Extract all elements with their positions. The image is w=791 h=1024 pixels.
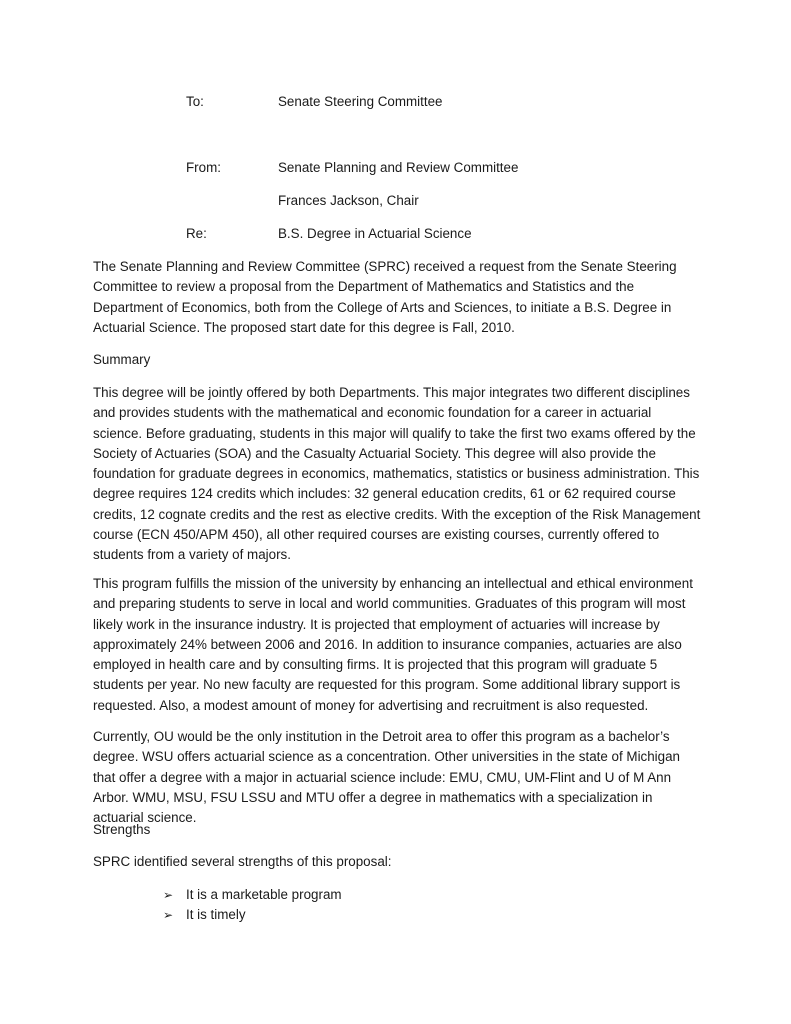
arrow-bullet-icon: ➢ <box>163 888 174 902</box>
intro-paragraph: The Senate Planning and Review Committee (SPRC) received a request from the Senate Steering Committee to review a proposal from the Department of Mathematics and Statistics and the Department of Economics, both from the College of Arts and Sciences, to initiate a B.S. Degree in Actuarial Science. The proposed start date for this degree is Fall, 2010. <box>93 259 677 335</box>
summary-paragraph-3: Currently, OU would be the only institution in the Detroit area to offer this program as a bachelor’s degree. WSU offers actuarial science as a concentration. Other universities in the state of Michigan that offer a degree with a major in actuarial science include: EMU, CMU, UM-Flint and U of M Ann Arbor. WMU, MSU, FSU LSSU and MTU offer a degree in mathematics with a specialization in actuarial science. <box>93 729 681 825</box>
strengths-intro: SPRC identified several strengths of this proposal: <box>93 854 392 869</box>
to-value: Senate Steering Committee <box>278 94 443 109</box>
bullet-text: It is a marketable program <box>186 887 342 902</box>
summary-heading: Summary <box>93 352 151 367</box>
from-chair: Frances Jackson, Chair <box>278 193 419 208</box>
strengths-heading: Strengths <box>93 822 151 837</box>
to-label: To: <box>186 94 204 109</box>
strengths-list <box>160 885 342 925</box>
summary-paragraph-2: This program fulfills the mission of the university by enhancing an intellectual and ethical environment and preparing students to serve in local and world communities. Graduates of this program will most likely work in the insurance industry. It is projected that employment of actuaries will increase by approximately 24% between 2006 and 2016. In addition to insurance companies, actuaries are also employed in health care and by consulting firms. It is projected that this program will graduate 5 students per year. No new faculty are requested for this program. Some additional library support is requested. Also, a modest amount of money for advertising and recruitment is also requested. <box>93 576 693 713</box>
arrow-bullet-icon: ➢ <box>163 908 174 922</box>
list-item <box>160 905 342 925</box>
bullet-text: It is timely <box>186 907 246 922</box>
from-value: Senate Planning and Review Committee <box>278 160 519 175</box>
list-item <box>160 885 342 905</box>
re-value: B.S. Degree in Actuarial Science <box>278 226 472 241</box>
re-label: Re: <box>186 226 207 241</box>
from-label: From: <box>186 160 221 175</box>
summary-paragraph-1: This degree will be jointly offered by both Departments. This major integrates two different disciplines and provides students with the mathematical and economic foundation for a career in actuarial science. Before graduating, students in this major will qualify to take the first two exams offered by the Society of Actuaries (SOA) and the Casualty Actuarial Society. This degree will also provide the foundation for graduate degrees in economics, mathematics, statistics or business administration. This degree requires 124 credits which includes: 32 general education credits, 61 or 62 required course credits, 12 cognate credits and the rest as elective credits. With the exception of the Risk Management course (ECN 450/APM 450), all other required courses are existing courses, currently offered to students from a variety of majors. <box>93 385 701 562</box>
